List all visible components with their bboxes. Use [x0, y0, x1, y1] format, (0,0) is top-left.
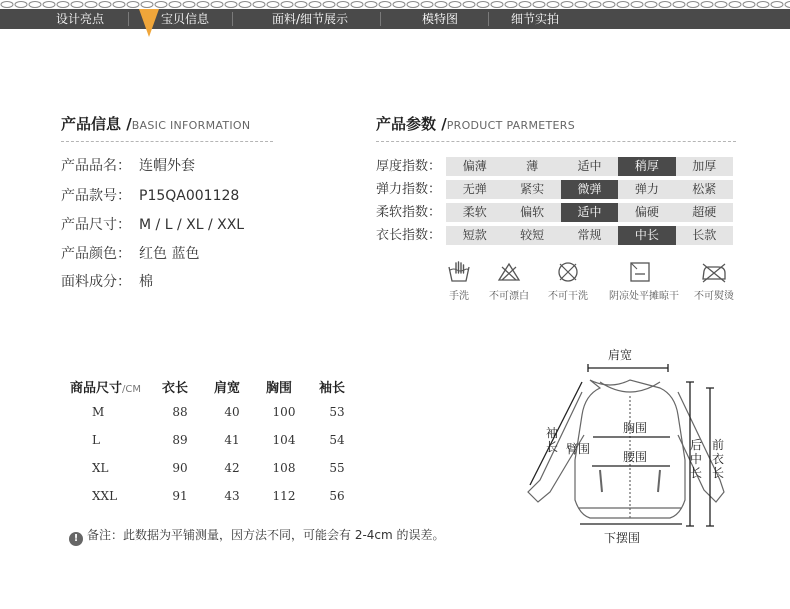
care-label: 不可漂白	[489, 291, 529, 302]
no-dry-clean-icon	[556, 260, 580, 284]
param-option: 薄	[526, 159, 539, 173]
param-option: 弹力	[634, 182, 659, 196]
param-option: 偏软	[520, 205, 545, 219]
param-option-selected: 稍厚	[618, 157, 675, 176]
size-col-sleeve: 袖长	[319, 381, 346, 396]
info-row-name	[61, 156, 195, 176]
size-value: 108	[272, 461, 296, 475]
param-scale	[446, 157, 733, 176]
size-value: 88	[172, 405, 188, 419]
param-scale	[446, 203, 733, 222]
size-value: 104	[272, 433, 296, 447]
info-divider	[61, 141, 273, 142]
info-section-title	[61, 113, 250, 134]
care-label: 不可熨烫	[694, 291, 734, 302]
size-value: 55	[329, 461, 345, 475]
care-label: 手洗	[449, 291, 469, 302]
param-option: 长款	[692, 228, 717, 242]
param-option-selected: 微弹	[561, 180, 618, 199]
param-divider	[376, 141, 736, 142]
measurement-note	[69, 526, 445, 546]
info-value: 棉	[139, 274, 153, 290]
info-value: 红色 蓝色	[139, 246, 200, 262]
size-value: 42	[224, 461, 240, 475]
size-value: 90	[172, 461, 188, 475]
nav-separator	[488, 12, 489, 26]
info-label: 产品款号：	[61, 188, 131, 204]
size-header-unit: /CM	[122, 384, 141, 395]
no-bleach-icon	[497, 260, 521, 284]
nav-item-design[interactable]: 设计亮点	[55, 12, 104, 26]
size-col-shoulder: 肩宽	[214, 381, 241, 396]
info-label: 面料成分：	[61, 274, 131, 290]
chain-decoration	[0, 0, 790, 9]
nav-separator	[232, 12, 233, 26]
size-label: M	[92, 405, 105, 419]
param-option: 紧实	[520, 182, 545, 196]
param-option: 偏硬	[634, 205, 659, 219]
info-row-color	[61, 244, 199, 264]
size-col-chest: 胸围	[266, 381, 293, 396]
top-nav	[0, 0, 790, 38]
size-label: XL	[92, 461, 109, 475]
nav-separator	[128, 12, 129, 26]
param-option: 无弹	[462, 182, 487, 196]
size-value: 53	[329, 405, 345, 419]
info-label: 产品品名：	[61, 158, 131, 174]
param-scale	[446, 180, 733, 199]
size-value: 112	[272, 489, 296, 503]
diagram-armhole-label: 臂围	[566, 442, 591, 456]
size-header-label: 商品尺寸	[70, 381, 123, 396]
nav-separator	[380, 12, 381, 26]
info-row-sku	[61, 186, 239, 206]
size-value: 41	[224, 433, 240, 447]
care-flat-dry	[609, 260, 679, 302]
nav-item-detail-photos[interactable]: 细节实拍	[510, 12, 559, 26]
care-no-iron	[684, 260, 744, 302]
nav-item-model[interactable]: 模特图	[421, 12, 458, 26]
param-option: 较短	[520, 228, 545, 242]
size-value: 40	[224, 405, 240, 419]
diagram-hem-label: 下摆围	[604, 531, 641, 545]
flat-dry-shade-icon	[628, 260, 652, 284]
size-label: L	[92, 433, 100, 447]
param-option: 超硬	[692, 205, 717, 219]
param-option: 偏薄	[462, 159, 487, 173]
diagram-back-length-label: 后中长	[690, 438, 703, 480]
param-option: 常规	[577, 228, 602, 242]
size-table-header	[70, 377, 141, 396]
param-label: 厚度指数：	[376, 159, 442, 174]
param-option: 短款	[462, 228, 487, 242]
param-title-en: PRODUCT PARMETERS	[446, 119, 575, 132]
diagram-waist-label: 腰围	[623, 450, 648, 464]
size-value: 89	[172, 433, 188, 447]
info-row-material	[61, 272, 153, 292]
note-text: 备注：此数据为平铺测量，因方法不同，可能会有 2-4cm 的误差。	[87, 528, 445, 542]
param-label: 弹力指数：	[376, 182, 442, 197]
param-label: 衣长指数：	[376, 228, 442, 243]
care-label: 阴凉处平摊晾干	[609, 291, 679, 302]
diagram-chest-label: 胸围	[623, 421, 648, 435]
param-label: 柔软指数：	[376, 205, 442, 220]
hand-wash-icon	[447, 260, 471, 284]
param-option: 加厚	[692, 159, 717, 173]
size-value: 54	[329, 433, 345, 447]
param-option-selected: 适中	[561, 203, 618, 222]
care-no-bleach	[479, 260, 539, 302]
size-col-length: 衣长	[162, 381, 189, 396]
care-label: 不可干洗	[548, 291, 588, 302]
info-value: P15QA001128	[139, 188, 240, 204]
param-option: 松紧	[692, 182, 717, 196]
info-row-size	[61, 215, 244, 235]
nav-item-product-info[interactable]: 宝贝信息	[160, 12, 209, 26]
size-value: 100	[272, 405, 296, 419]
param-option: 柔软	[462, 205, 487, 219]
info-label: 产品颜色：	[61, 246, 131, 262]
param-option-selected: 中长	[618, 226, 675, 245]
care-no-dry-clean	[538, 260, 598, 302]
param-option: 适中	[577, 159, 602, 173]
size-value: 43	[224, 489, 240, 503]
info-value: 连帽外套	[139, 158, 195, 174]
diagram-front-length-label: 前衣长	[712, 438, 725, 480]
param-title-cn: 产品参数 /	[376, 115, 447, 133]
size-label: XXL	[92, 489, 118, 503]
diagram-shoulder-label: 肩宽	[608, 348, 633, 362]
info-title-en: BASIC INFORMATION	[131, 119, 251, 132]
info-icon: !	[69, 532, 83, 546]
info-label: 产品尺寸：	[61, 217, 131, 233]
info-value: M / L / XL / XXL	[139, 217, 245, 233]
param-scale	[446, 226, 733, 245]
nav-item-fabric-detail[interactable]: 面料/细节展示	[271, 12, 349, 26]
size-value: 91	[172, 489, 188, 503]
size-value: 56	[329, 489, 345, 503]
no-iron-icon	[700, 260, 728, 284]
param-section-title	[376, 113, 575, 134]
info-title-cn: 产品信息 /	[61, 115, 132, 133]
diagram-sleeve-label: 袖长	[546, 426, 559, 454]
